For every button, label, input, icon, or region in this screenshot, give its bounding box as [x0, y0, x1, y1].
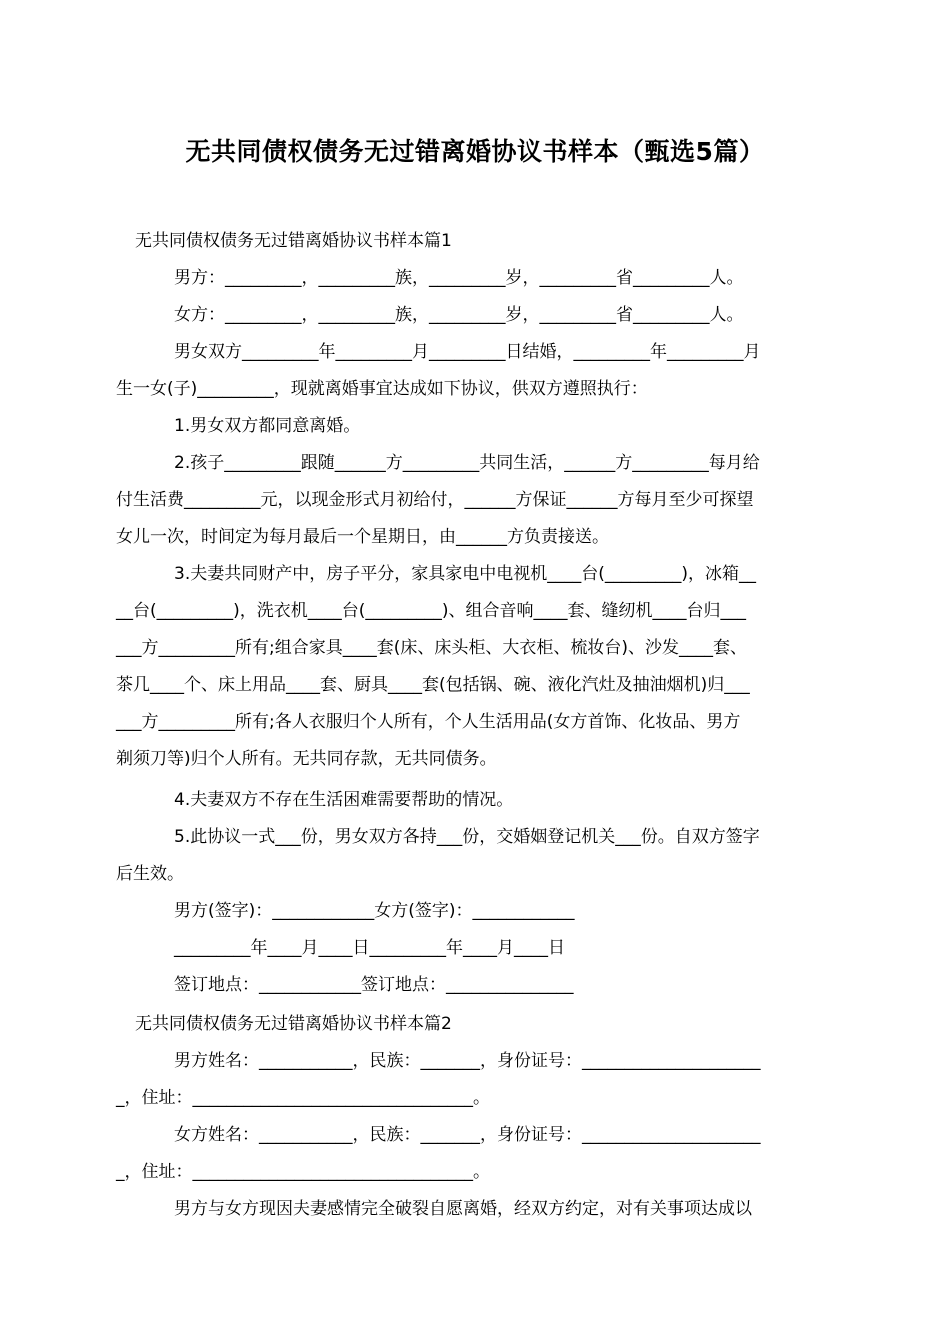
paragraph-line: 1.男女双方都同意离婚。: [174, 416, 361, 436]
signature-line: 男方(签字)：____________女方(签字)：____________: [174, 901, 575, 921]
paragraph-line: 剃须刀等)归个人所有。无共同存款，无共同债务。: [116, 749, 497, 769]
paragraph-line: _，住址：_________________________________。: [116, 1088, 490, 1108]
paragraph-line: 茶几____个、床上用品____套、厨具____套(包括锅、碗、液化汽灶及抽油烟机)归___: [116, 675, 750, 695]
paragraph-line: 5.此协议一式___份，男女双方各持___份，交婚姻登记机关___份。自双方签字: [174, 827, 760, 847]
date-line: _________年____月____日_________年____月____日: [174, 938, 565, 958]
paragraph-line: 男方姓名：___________，民族：_______，身份证号：_____________________: [174, 1051, 761, 1071]
paragraph-line: 生一女(子)_________，现就离婚事宜达成如下协议，供双方遵照执行：: [116, 379, 648, 399]
paragraph-line: 男女双方_________年_________月_________日结婚，_________年_________月: [174, 342, 761, 362]
paragraph-line: 女方姓名：___________，民族：_______，身份证号：_____________________: [174, 1125, 761, 1145]
section-heading: 无共同债权债务无过错离婚协议书样本篇1: [135, 231, 452, 251]
paragraph-line: 男方：_________，_________族，_________岁，_________省_________人。: [174, 268, 744, 288]
paragraph-line: 付生活费_________元，以现金形式月初给付，______方保证______方每月至少可探望: [116, 490, 754, 510]
paragraph-line: 4.夫妻双方不存在生活困难需要帮助的情况。: [174, 790, 514, 810]
paragraph-line: 后生效。: [116, 864, 184, 884]
paragraph-line: 3.夫妻共同财产中，房子平分，家具家电中电视机____台(_________)，冰箱__: [174, 564, 756, 584]
document-title: 无共同债权债务无过错离婚协议书样本（甄选5篇）: [185, 137, 765, 166]
paragraph-line: ___方_________所有;组合家具____套(床、床头柜、大衣柜、梳妆台)、沙发____套、: [116, 638, 747, 658]
location-line: 签订地点：____________签订地点：_______________: [174, 975, 574, 995]
paragraph-line: 女儿一次，时间定为每月最后一个星期日，由______方负责接送。: [116, 527, 609, 547]
paragraph-line: 男方与女方现因夫妻感情完全破裂自愿离婚，经双方约定，对有关事项达成以: [174, 1199, 752, 1219]
paragraph-line: _，住址：_________________________________。: [116, 1162, 490, 1182]
paragraph-line: ___方_________所有;各人衣服归个人所有，个人生活用品(女方首饰、化妆品、男方: [116, 712, 741, 732]
paragraph-line: __台(_________)，洗衣机____台(_________)、组合音响____套、缝纫机____台归___: [116, 601, 747, 621]
paragraph-line: 2.孩子_________跟随______方_________共同生活，______方_________每月给: [174, 453, 760, 473]
paragraph-line: 女方：_________，_________族，_________岁，_________省_________人。: [174, 305, 744, 325]
section-heading: 无共同债权债务无过错离婚协议书样本篇2: [135, 1014, 452, 1034]
